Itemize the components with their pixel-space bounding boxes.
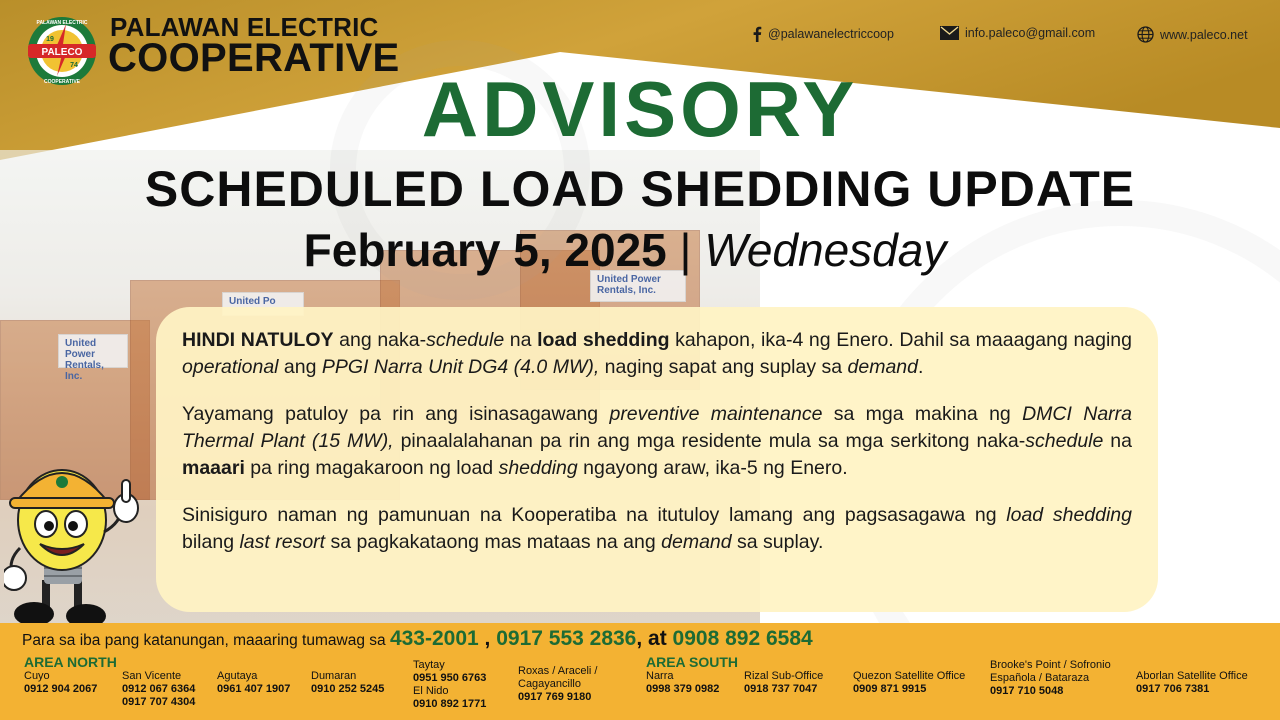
message-card (156, 307, 1158, 612)
text-run: na (1103, 430, 1132, 452)
area-south-title: AREA SOUTH (646, 654, 739, 670)
text-run: shedding (498, 457, 578, 479)
text-run: ngayong araw, ika-5 ng Enero. (577, 457, 848, 479)
svg-text:PALAWAN ELECTRIC: PALAWAN ELECTRIC (36, 20, 88, 26)
email-address: info.paleco@gmail.com (965, 26, 1096, 40)
footer-bar (0, 623, 1280, 720)
office-agutaya: Agutaya 0961 407 1907 (217, 670, 291, 695)
facebook-handle: @palawanelectriccoop (768, 27, 894, 41)
office-taytay: Taytay 0951 950 6763 (413, 659, 487, 684)
text-run: . (918, 356, 924, 378)
svg-text:19: 19 (46, 36, 54, 43)
hotline-number[interactable]: 0908 892 6584 (672, 627, 813, 650)
lightbulb-mascot (4, 452, 154, 632)
text-run: na (504, 329, 538, 351)
text-run: load shedding (1006, 504, 1132, 526)
text-run: PPGI Narra Unit DG4 (4.0 MW), (321, 356, 600, 378)
hotline-line (22, 627, 813, 651)
text-run: Sinisiguro naman ng pamunuan na Kooperatiba na itutuloy lamang ang pagsasagawa ng (182, 504, 1007, 526)
advisory-dateline (0, 222, 1250, 278)
globe-icon (1137, 26, 1154, 43)
advisory-day: Wednesday (704, 224, 947, 276)
text-run: Yayamang patuloy pa rin ang isinasagawang (182, 403, 610, 425)
hotline-text: Para sa iba pang katanungan, maaaring tumawag sa (22, 632, 386, 649)
office-san-vicente: San Vicente 0912 067 6364 0917 707 4304 (122, 670, 196, 708)
email-contact[interactable] (940, 26, 1095, 40)
brand-name-line2: COOPERATIVE (108, 36, 400, 80)
office-narra: Narra 0998 379 0982 (646, 670, 720, 695)
message-paragraph-3 (182, 502, 1132, 556)
text-run: demand (661, 531, 732, 553)
date-separator: | (666, 224, 705, 276)
text-run: HINDI NATULOY (182, 329, 334, 351)
svg-text:PALECO: PALECO (41, 47, 83, 58)
text-run: DMCI Narra Thermal Plant (15 MW), (182, 403, 1132, 452)
advisory-title: ADVISORY (421, 65, 859, 153)
text-run: pa ring magakaroon ng load (244, 457, 499, 479)
text-run: ang (278, 356, 322, 378)
office-el-nido: El Nido 0910 892 1771 (413, 685, 487, 710)
text-run: bilang (182, 531, 240, 553)
advisory-subtitle: SCHEDULED LOAD SHEDDING UPDATE (144, 161, 1136, 217)
text-run: operational (182, 356, 279, 378)
photo-label-plate: United Power Rentals, Inc. (58, 334, 128, 368)
advisory-date: February 5, 2025 (303, 224, 667, 276)
text-run: sa mga makina ng (822, 403, 1023, 425)
text-run: sa suplay. (731, 531, 824, 553)
text-run: naging sapat ang suplay sa (599, 356, 848, 378)
office-roxas: Roxas / Araceli / Cagayancillo 0917 769 9180 (518, 665, 598, 703)
photo-label-plate: United Power Rentals, Inc. (590, 270, 686, 302)
message-paragraph-1 (182, 327, 1132, 381)
text-run: preventive maintenance (609, 403, 823, 425)
message-paragraph-2 (182, 401, 1132, 482)
text-run: maaari (182, 457, 245, 479)
brand-name-line1: PALAWAN ELECTRIC (110, 12, 379, 42)
svg-text:COOPERATIVE: COOPERATIVE (43, 79, 81, 85)
text-run: schedule (426, 329, 505, 351)
office-cuyo: Cuyo 0912 904 2067 (24, 670, 98, 695)
hotline-separator: , (478, 627, 497, 650)
text-run: load shedding (537, 329, 670, 351)
mail-icon (940, 26, 959, 40)
text-run: demand (847, 356, 918, 378)
hotline-separator: , at (636, 627, 673, 650)
website-url: www.paleco.net (1160, 27, 1248, 42)
office-quezon: Quezon Satellite Office 0909 871 9915 (853, 670, 966, 695)
text-run: schedule (1025, 430, 1104, 452)
svg-text:74: 74 (70, 62, 78, 69)
photo-label-plate: United Po (222, 292, 304, 316)
text-run: sa pagkakataong mas mataas na ang (325, 531, 662, 553)
text-run: last resort (239, 531, 326, 553)
area-north-title: AREA NORTH (24, 654, 117, 670)
website-contact[interactable] (1137, 26, 1248, 43)
office-brookes-point: Brooke's Point / Sofronio Española / Bataraza 0917 710 5048 (990, 659, 1111, 697)
hotline-number[interactable]: 433-2001 (389, 627, 479, 650)
text-run: pinaalalahanan pa rin ang mga residente mula sa mga serkitong naka- (393, 430, 1026, 452)
office-aborlan: Aborlan Satellite Office 0917 706 7381 (1136, 670, 1248, 695)
facebook-icon (752, 26, 762, 42)
facebook-contact[interactable] (752, 26, 894, 42)
text-run: ang naka- (333, 329, 427, 351)
text-run: kahapon, ika-4 ng Enero. Dahil sa maaagang naging (669, 329, 1132, 351)
office-dumaran: Dumaran 0910 252 5245 (311, 670, 385, 695)
hotline-number[interactable]: 0917 553 2836 (496, 627, 637, 650)
office-rizal: Rizal Sub-Office 0918 737 7047 (744, 670, 824, 695)
